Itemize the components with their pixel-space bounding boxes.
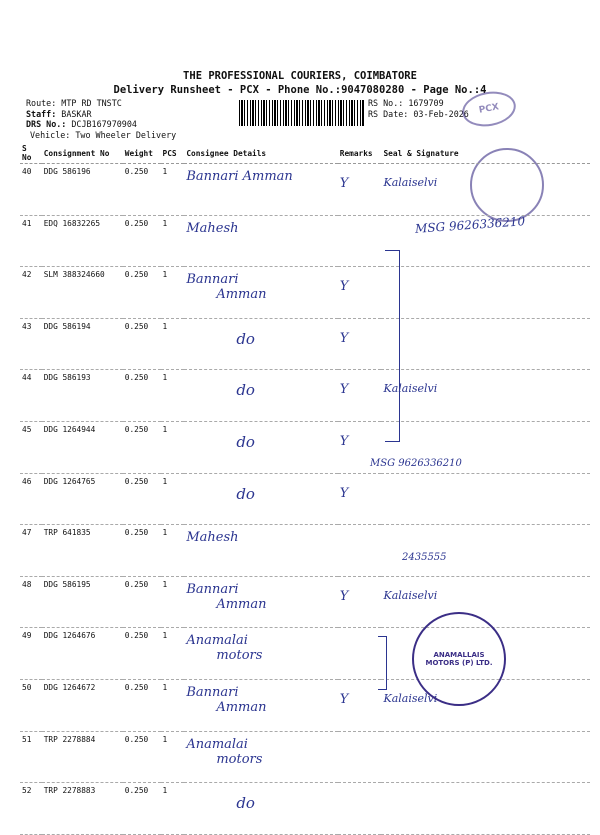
handwritten-bracket-2 (378, 636, 387, 690)
row-pcs: 1 (161, 164, 185, 216)
table-header (20, 143, 590, 164)
row-pcs: 1 (161, 731, 185, 783)
row-consignee (184, 215, 337, 267)
row-signature (381, 783, 590, 835)
row-signature: Kalaiselvi (381, 370, 590, 422)
table-row (20, 783, 590, 835)
row-weight: 0.250 (123, 164, 161, 216)
row-remark: Y (338, 164, 382, 216)
anamallais-motors-stamp: ANAMALLAIS MOTORS (P) LTD. (412, 612, 506, 706)
handwritten-bracket (385, 250, 400, 442)
row-signature: Kalaiselvi (381, 164, 590, 216)
row-sno: 46 (20, 473, 42, 525)
row-weight: 0.250 (123, 421, 161, 473)
row-weight: 0.250 (123, 267, 161, 319)
consignee-name: Mahesh (186, 530, 239, 546)
table-row (20, 576, 590, 628)
row-consignment: DDG 586195 (42, 576, 123, 628)
row-consignment: TRP 2278883 (42, 783, 123, 835)
consignee-name-2: do (236, 329, 255, 348)
row-consignee (184, 576, 337, 628)
col-seal: Seal & Signature (381, 143, 590, 164)
row-consignment: EDQ 16832265 (42, 215, 123, 267)
col-consignee: Consignee Details (184, 143, 337, 164)
table-row (20, 164, 590, 216)
phone-note-41: MSG 9626336210 (414, 214, 526, 236)
col-pcs: PCS (161, 143, 185, 164)
meta-left (26, 98, 176, 140)
consignee-name: Bannari (186, 581, 239, 597)
rs-date: RS Date: 03-Feb-2026 (368, 108, 469, 119)
row-consignee (184, 267, 337, 319)
table-row (20, 370, 590, 422)
consignee-name-2: do (236, 794, 255, 813)
col-sno: S No (20, 143, 42, 164)
row-consignment: TRP 2278884 (42, 731, 123, 783)
consignee-name-2: Amman (216, 699, 267, 715)
row-sno: 50 (20, 679, 42, 731)
row-weight: 0.250 (123, 215, 161, 267)
row-signature: Kalaiselvi (381, 679, 590, 731)
runsheet-table (20, 143, 590, 835)
row-sno: 43 (20, 318, 42, 370)
row-remark (338, 525, 382, 577)
row-pcs: 1 (161, 679, 185, 731)
drs-no: DRS No.: DCJB167970904 (26, 119, 137, 129)
barcode (239, 100, 365, 126)
row-consignee (184, 473, 337, 525)
row-remark (338, 783, 382, 835)
row-consignee (184, 318, 337, 370)
row-pcs: 1 (161, 628, 185, 680)
table-row (20, 525, 590, 577)
row-consignee (184, 525, 337, 577)
row-weight: 0.250 (123, 731, 161, 783)
phone-note-47: MSG 9626336210 (370, 458, 462, 469)
consignee-name-2: Amman (216, 596, 267, 612)
row-sno: 49 (20, 628, 42, 680)
row-remark: Y (338, 576, 382, 628)
meta-right (368, 98, 469, 119)
row-pcs: 1 (161, 370, 185, 422)
row-remark: Y (338, 370, 382, 422)
consignee-name: Anamalai (186, 736, 248, 752)
row-weight: 0.250 (123, 576, 161, 628)
row-consignment: SLM 388324660 (42, 267, 123, 319)
row-weight: 0.250 (123, 783, 161, 835)
row-remark: Y (338, 421, 382, 473)
table-row (20, 267, 590, 319)
table-row (20, 318, 590, 370)
row-consignee (184, 370, 337, 422)
row-sno: 52 (20, 783, 42, 835)
row-sno: 44 (20, 370, 42, 422)
row-pcs: 1 (161, 783, 185, 835)
row-remark (338, 628, 382, 680)
col-remarks: Remarks (338, 143, 382, 164)
row-remark: Y (338, 473, 382, 525)
row-signature (381, 473, 590, 525)
row-pcs: 1 (161, 576, 185, 628)
row-consignee (184, 783, 337, 835)
consignee-name: Mahesh (186, 220, 239, 236)
row-consignment: DDG 1264765 (42, 473, 123, 525)
row-weight: 0.250 (123, 525, 161, 577)
vehicle: Vehicle: Two Wheeler Delivery (30, 129, 177, 140)
runsheet-subtitle: Delivery Runsheet - PCX - Phone No.:9047080280 - Page No.:4 (113, 84, 487, 96)
row-consignee (184, 731, 337, 783)
row-consignment: DDG 586194 (42, 318, 123, 370)
row-pcs: 1 (161, 215, 185, 267)
row-sno: 41 (20, 215, 42, 267)
row-signature: Kalaiselvi (381, 576, 590, 628)
col-consignment: Consignment No (42, 143, 123, 164)
consignee-name: Bannari (186, 272, 239, 288)
row-weight: 0.250 (123, 679, 161, 731)
row-consignment: DDG 586193 (42, 370, 123, 422)
consignee-name-2: motors (216, 648, 263, 664)
row-weight: 0.250 (123, 628, 161, 680)
row-consignment: DDG 586196 (42, 164, 123, 216)
pcx-stamp: PCX (459, 88, 518, 131)
row-pcs: 1 (161, 525, 185, 577)
company-title: THE PROFESSIONAL COURIERS, COIMBATORE (183, 70, 417, 82)
table-row (20, 679, 590, 731)
row-remark: Y (338, 318, 382, 370)
consignee-name-2: Amman (216, 287, 267, 303)
row-consignee (184, 628, 337, 680)
row-remark: Y (338, 267, 382, 319)
row-signature (381, 731, 590, 783)
consignee-name: Anamalai (186, 633, 248, 649)
staff: Staff: BASKAR (26, 108, 92, 119)
row-remark: Y (338, 679, 382, 731)
col-weight: Weight (123, 143, 161, 164)
consignee-name-2: do (236, 484, 255, 503)
consignee-name-2: do (236, 381, 255, 400)
row-pcs: 1 (161, 267, 185, 319)
row-weight: 0.250 (123, 473, 161, 525)
row-weight: 0.250 (123, 318, 161, 370)
row-consignment: TRP 641835 (42, 525, 123, 577)
row-consignment: DDG 1264672 (42, 679, 123, 731)
row-consignment: DDG 1264944 (42, 421, 123, 473)
row-sno: 51 (20, 731, 42, 783)
row-sno: 47 (20, 525, 42, 577)
row-consignment: DDG 1264676 (42, 628, 123, 680)
row-pcs: 1 (161, 318, 185, 370)
consignee-name: Bannari (186, 684, 239, 700)
rs-no: RS No.: 1679709 (368, 98, 444, 108)
table-row (20, 473, 590, 525)
row-sno: 40 (20, 164, 42, 216)
route: Route: MTP RD TNSTC (26, 98, 122, 108)
row-signature (381, 318, 590, 370)
row-sno: 45 (20, 421, 42, 473)
row-weight: 0.250 (123, 370, 161, 422)
consignee-name: Bannari Amman (186, 169, 293, 184)
table-row (20, 421, 590, 473)
row-pcs: 1 (161, 473, 185, 525)
row-consignee (184, 421, 337, 473)
table-row (20, 731, 590, 783)
row-signature (381, 525, 590, 577)
row-remark (338, 731, 382, 783)
row-sno: 42 (20, 267, 42, 319)
row-consignee (184, 679, 337, 731)
row-remark (338, 215, 382, 267)
consignee-name-2: do (236, 432, 255, 451)
row-sno: 48 (20, 576, 42, 628)
phone-note-49: 2435555 (402, 552, 447, 563)
row-consignee (184, 164, 337, 216)
consignee-name-2: motors (216, 751, 263, 767)
row-pcs: 1 (161, 421, 185, 473)
row-signature (381, 267, 590, 319)
